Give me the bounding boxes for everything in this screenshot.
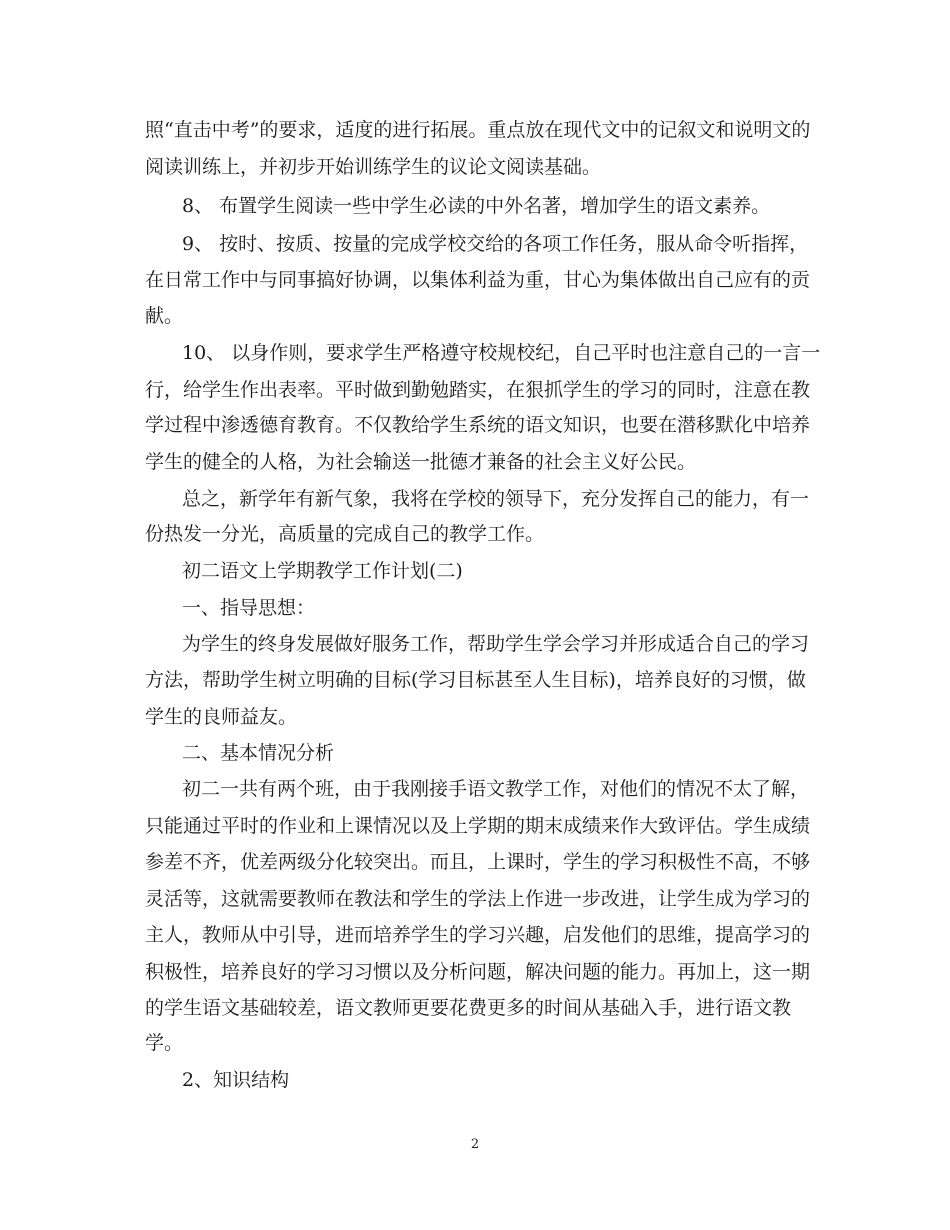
section-title: 初二语文上学期教学工作计划(二) [182,560,463,582]
body-text-line: 学。 [145,1032,184,1054]
summary-paragraph: 总之，新学年有新气象，我将在学校的领导下，充分发挥自己的能力，有一 [182,488,810,510]
body-text-line: 的学生语文基础较差，语文教师更要花费更多的时间从基础入手，进行语文教 [145,997,792,1019]
body-text-line: 行，给学生作出表率。平时做到勤勉踏实，在狠抓学生的学习的同时，注意在教 [145,379,811,401]
section-heading-situation-analysis: 二、基本情况分析 [182,742,335,764]
body-text-line: 方法，帮助学生树立明确的目标(学习目标甚至人生目标)，培养良好的习惯，做 [145,669,806,691]
body-text-line: 学生的良师益友。 [145,706,298,728]
list-item-9: 9、 按时、按质、按量的完成学校交给的各项工作任务，服从命令听指挥， [182,233,809,255]
body-text-line: 学生的健全的人格，为社会输送一批德才兼备的社会主义好公民。 [145,451,697,473]
body-text-line: 照“直击中考”的要求，适度的进行拓展。重点放在现代文中的记叙文和说明文的 [145,119,811,141]
body-text-line: 学过程中渗透德育教育。不仅教给学生系统的语文知识，也要在潜移默化中培养 [145,414,811,436]
body-text-line: 在日常工作中与同事搞好协调，以集体利益为重，甘心为集体做出自己应有的贡 [145,269,811,291]
body-text-line: 灵活等，这就需要教师在教法和学生的学法上作进一步改进，让学生成为学习的 [145,888,811,910]
body-text-line: 只能通过平时的作业和上课情况以及上学期的期末成绩来作大致评估。学生成绩 [145,815,811,837]
page-number: 2 [470,1137,480,1152]
body-text-line: 初二一共有两个班，由于我刚接手语文教学工作，对他们的情况不太了解， [182,778,810,800]
body-text-line: 积极性，培养良好的学习习惯以及分析问题，解决问题的能力。再加上，这一期 [145,961,811,983]
list-item-10: 10、 以身作则，要求学生严格遵守校规校纪，自己平时也注意自己的一言一 [182,342,821,364]
list-item-8: 8、 布置学生阅读一些中学生必读的中外名著，增加学生的语文素养。 [182,195,771,217]
section-heading-knowledge-structure: 2、知识结构 [182,1069,290,1091]
body-text-line: 阅读训练上，并初步开始训练学生的议论文阅读基础。 [145,156,602,178]
body-text-line: 献。 [145,305,184,327]
body-text-line: 为学生的终身发展做好服务工作，帮助学生学会学习并形成适合自己的学习 [182,633,810,655]
body-text-line: 参差不齐，优差两级分化较突出。而且，上课时，学生的学习积极性不高，不够 [145,851,811,873]
body-text-line: 主人，教师从中引导，进而培养学生的学习兴趣，启发他们的思维，提高学习的 [145,924,811,946]
body-text-line: 份热发一分光，高质量的完成自己的教学工作。 [145,523,545,545]
section-heading-guiding-ideology: 一、指导思想： [182,597,316,619]
